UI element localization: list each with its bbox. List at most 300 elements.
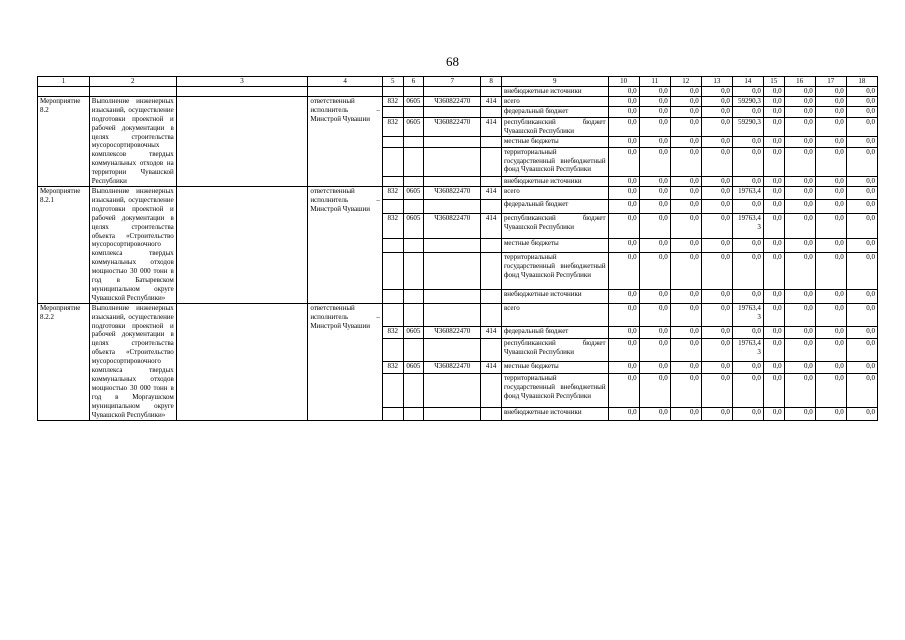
budget-code-section — [403, 200, 424, 213]
budget-code-target — [424, 290, 481, 303]
amount-cell: 0,0 — [846, 137, 877, 147]
amount-cell: 0,0 — [701, 326, 732, 338]
budget-code-section — [403, 239, 424, 252]
column-number: 16 — [784, 77, 815, 87]
measure-title: Мероприятие 8.2 — [38, 96, 90, 186]
funding-source: местные бюджеты — [501, 137, 608, 147]
budget-code-expense — [481, 408, 502, 420]
amount-cell: 0,0 — [608, 186, 639, 199]
budget-code-expense — [481, 303, 502, 326]
amount-cell: 0,0 — [670, 290, 701, 303]
cell-blank — [89, 87, 176, 97]
amount-cell: 0,0 — [784, 374, 815, 408]
budget-code-section — [403, 339, 424, 362]
budget-code-target — [424, 408, 481, 420]
amount-cell: 0,0 — [732, 87, 763, 97]
amount-cell: 0,0 — [815, 239, 846, 252]
amount-cell: 0,0 — [784, 303, 815, 326]
budget-code-expense: 414 — [481, 96, 502, 106]
amount-cell: 0,0 — [784, 362, 815, 374]
funding-source: федеральный бюджет — [501, 326, 608, 338]
amount-cell: 0,0 — [701, 96, 732, 106]
budget-code-grbs: 832 — [382, 213, 403, 238]
amount-cell: 0,0 — [846, 87, 877, 97]
budget-code-grbs: 832 — [382, 96, 403, 106]
amount-cell: 0,0 — [815, 87, 846, 97]
amount-cell: 0,0 — [763, 147, 784, 176]
amount-cell: 0,0 — [670, 117, 701, 137]
amount-cell: 0,0 — [732, 176, 763, 186]
amount-cell: 0,0 — [732, 239, 763, 252]
budget-code-grbs — [382, 290, 403, 303]
amount-cell: 0,0 — [846, 339, 877, 362]
budget-code-expense: 414 — [481, 362, 502, 374]
funding-source: всего — [501, 96, 608, 106]
funding-source: территориальный государственный внебюджетный фонд Чувашской Республики — [501, 252, 608, 290]
budget-code-target: Ч360822470 — [424, 186, 481, 199]
amount-cell: 0,0 — [670, 200, 701, 213]
amount-cell: 0,0 — [701, 107, 732, 117]
amount-cell: 0,0 — [815, 186, 846, 199]
cell-blank — [176, 303, 308, 420]
amount-cell: 0,0 — [846, 374, 877, 408]
amount-cell: 0,0 — [670, 326, 701, 338]
amount-cell: 0,0 — [608, 408, 639, 420]
amount-cell: 0,0 — [784, 290, 815, 303]
amount-cell: 0,0 — [763, 362, 784, 374]
amount-cell: 0,0 — [639, 200, 670, 213]
budget-code-expense — [481, 176, 502, 186]
amount-cell: 0,0 — [815, 176, 846, 186]
amount-cell: 0,0 — [639, 147, 670, 176]
budget-code-grbs — [382, 200, 403, 213]
budget-code-section — [403, 252, 424, 290]
amount-cell: 0,0 — [701, 200, 732, 213]
budget-code-expense — [481, 239, 502, 252]
amount-cell: 0,0 — [784, 107, 815, 117]
amount-cell: 0,0 — [670, 362, 701, 374]
budget-code-section — [403, 290, 424, 303]
budget-code-expense — [481, 107, 502, 117]
amount-cell: 0,0 — [639, 137, 670, 147]
budget-code-expense: 414 — [481, 326, 502, 338]
amount-cell: 0,0 — [701, 186, 732, 199]
amount-cell: 0,0 — [784, 326, 815, 338]
funding-source: федеральный бюджет — [501, 200, 608, 213]
table-row — [38, 96, 878, 106]
amount-cell: 0,0 — [639, 252, 670, 290]
budget-code-grbs — [382, 176, 403, 186]
amount-cell: 0,0 — [701, 408, 732, 420]
budget-code-section — [403, 147, 424, 176]
amount-cell: 0,0 — [639, 96, 670, 106]
budget-code-section: 0605 — [403, 362, 424, 374]
cell-blank — [176, 186, 308, 303]
amount-cell: 0,0 — [784, 117, 815, 137]
amount-cell: 0,0 — [846, 176, 877, 186]
budget-code-expense — [481, 147, 502, 176]
column-number: 11 — [639, 77, 670, 87]
column-number: 9 — [501, 77, 608, 87]
amount-cell: 0,0 — [608, 117, 639, 137]
amount-cell: 0,0 — [815, 137, 846, 147]
amount-cell: 0,0 — [763, 374, 784, 408]
column-number: 6 — [403, 77, 424, 87]
amount-cell: 0,0 — [670, 96, 701, 106]
budget-code-section: 0605 — [403, 326, 424, 338]
amount-cell: 0,0 — [815, 200, 846, 213]
funding-source: внебюджетные источники — [501, 176, 608, 186]
amount-cell: 0,0 — [846, 408, 877, 420]
budget-code-target: Ч360822470 — [424, 117, 481, 137]
amount-cell: 0,0 — [701, 290, 732, 303]
amount-cell: 59290,3 — [732, 117, 763, 137]
table-body — [38, 87, 878, 421]
column-number: 1 — [38, 77, 90, 87]
amount-cell: 0,0 — [732, 408, 763, 420]
budget-code-target: Ч360822470 — [424, 213, 481, 238]
measure-title: Мероприятие 8.2.1 — [38, 186, 90, 303]
budget-code-target — [424, 339, 481, 362]
funding-source: всего — [501, 303, 608, 326]
cell-blank — [382, 87, 403, 97]
funding-source: внебюджетные источники — [501, 408, 608, 420]
funding-source: внебюджетные источники — [501, 87, 608, 97]
amount-cell: 0,0 — [846, 96, 877, 106]
amount-cell: 0,0 — [784, 87, 815, 97]
amount-cell: 0,0 — [763, 186, 784, 199]
budget-code-grbs: 832 — [382, 326, 403, 338]
amount-cell: 0,0 — [639, 87, 670, 97]
amount-cell: 0,0 — [732, 137, 763, 147]
amount-cell: 0,0 — [846, 213, 877, 238]
measure-description: Выполнение инженерных изысканий, осуществление подготовки проектной и рабочей документации в целях строительства мусоросортировочных комплексов твердых коммунальных отходов на территории Чувашской Республики — [89, 96, 176, 186]
amount-cell: 0,0 — [815, 252, 846, 290]
budget-code-target — [424, 303, 481, 326]
amount-cell: 0,0 — [846, 107, 877, 117]
amount-cell: 0,0 — [670, 239, 701, 252]
amount-cell: 0,0 — [763, 252, 784, 290]
column-number: 5 — [382, 77, 403, 87]
column-number: 10 — [608, 77, 639, 87]
measure-title: Мероприятие 8.2.2 — [38, 303, 90, 420]
amount-cell: 0,0 — [639, 362, 670, 374]
amount-cell: 0,0 — [763, 176, 784, 186]
funding-source: местные бюджеты — [501, 239, 608, 252]
amount-cell: 0,0 — [846, 290, 877, 303]
amount-cell: 0,0 — [701, 303, 732, 326]
amount-cell: 0,0 — [639, 239, 670, 252]
amount-cell: 0,0 — [784, 408, 815, 420]
amount-cell: 0,0 — [784, 213, 815, 238]
amount-cell: 0,0 — [763, 200, 784, 213]
amount-cell: 0,0 — [608, 96, 639, 106]
amount-cell: 0,0 — [639, 186, 670, 199]
amount-cell: 0,0 — [608, 339, 639, 362]
amount-cell: 0,0 — [701, 239, 732, 252]
amount-cell: 0,0 — [815, 408, 846, 420]
amount-cell: 0,0 — [701, 87, 732, 97]
amount-cell: 0,0 — [763, 326, 784, 338]
table-row — [38, 87, 878, 97]
budget-code-target — [424, 176, 481, 186]
amount-cell: 0,0 — [608, 87, 639, 97]
budget-code-target — [424, 239, 481, 252]
amount-cell: 0,0 — [763, 107, 784, 117]
column-number: 8 — [481, 77, 502, 87]
amount-cell: 0,0 — [846, 200, 877, 213]
amount-cell: 19763,4 — [732, 186, 763, 199]
amount-cell: 0,0 — [670, 186, 701, 199]
budget-code-target: Ч360822470 — [424, 326, 481, 338]
budget-code-expense — [481, 252, 502, 290]
amount-cell: 0,0 — [670, 176, 701, 186]
amount-cell: 0,0 — [608, 252, 639, 290]
column-number: 4 — [308, 77, 383, 87]
column-number: 17 — [815, 77, 846, 87]
program-table — [37, 76, 878, 421]
amount-cell: 0,0 — [608, 290, 639, 303]
amount-cell: 0,0 — [763, 408, 784, 420]
budget-code-target: Ч360822470 — [424, 362, 481, 374]
amount-cell: 0,0 — [732, 147, 763, 176]
amount-cell: 0,0 — [815, 339, 846, 362]
budget-code-target — [424, 252, 481, 290]
amount-cell: 0,0 — [608, 213, 639, 238]
amount-cell: 0,0 — [763, 303, 784, 326]
amount-cell: 19763,43 — [732, 339, 763, 362]
funding-source: территориальный государственный внебюджетный фонд Чувашской Республики — [501, 374, 608, 408]
cell-blank — [38, 87, 90, 97]
amount-cell: 0,0 — [608, 107, 639, 117]
amount-cell: 0,0 — [846, 239, 877, 252]
budget-code-section — [403, 374, 424, 408]
amount-cell: 0,0 — [701, 374, 732, 408]
column-number: 7 — [424, 77, 481, 87]
amount-cell: 0,0 — [701, 147, 732, 176]
amount-cell: 0,0 — [608, 176, 639, 186]
funding-source: территориальный государственный внебюджетный фонд Чувашской Республики — [501, 147, 608, 176]
funding-source: республиканский бюджет Чувашской Республики — [501, 339, 608, 362]
budget-code-grbs — [382, 374, 403, 408]
amount-cell: 0,0 — [732, 374, 763, 408]
amount-cell: 0,0 — [670, 87, 701, 97]
responsible-executor: ответственный исполнитель – Минстрой Чувашии — [308, 303, 383, 420]
column-number-row — [38, 77, 878, 87]
budget-code-grbs — [382, 107, 403, 117]
funding-table — [37, 76, 878, 421]
amount-cell: 0,0 — [608, 239, 639, 252]
amount-cell: 0,0 — [784, 239, 815, 252]
cell-blank — [403, 87, 424, 97]
amount-cell: 0,0 — [846, 117, 877, 137]
budget-code-grbs — [382, 252, 403, 290]
budget-code-grbs — [382, 303, 403, 326]
budget-code-target — [424, 374, 481, 408]
budget-code-grbs — [382, 147, 403, 176]
budget-code-section: 0605 — [403, 96, 424, 106]
amount-cell: 0,0 — [701, 137, 732, 147]
cell-blank — [308, 87, 383, 97]
amount-cell: 0,0 — [763, 239, 784, 252]
amount-cell: 0,0 — [670, 147, 701, 176]
amount-cell: 0,0 — [784, 186, 815, 199]
budget-code-expense: 414 — [481, 117, 502, 137]
amount-cell: 0,0 — [701, 117, 732, 137]
amount-cell: 0,0 — [608, 374, 639, 408]
amount-cell: 0,0 — [670, 408, 701, 420]
amount-cell: 0,0 — [784, 147, 815, 176]
amount-cell: 0,0 — [815, 362, 846, 374]
amount-cell: 59290,3 — [732, 96, 763, 106]
column-number: 14 — [732, 77, 763, 87]
amount-cell: 0,0 — [846, 303, 877, 326]
amount-cell: 0,0 — [815, 290, 846, 303]
amount-cell: 0,0 — [763, 137, 784, 147]
amount-cell: 0,0 — [670, 339, 701, 362]
amount-cell: 0,0 — [732, 200, 763, 213]
amount-cell: 0,0 — [639, 213, 670, 238]
amount-cell: 19763,43 — [732, 213, 763, 238]
responsible-executor: ответственный исполнитель – Минстрой Чувашии — [308, 186, 383, 303]
column-number: 2 — [89, 77, 176, 87]
amount-cell: 0,0 — [846, 252, 877, 290]
amount-cell: 0,0 — [784, 252, 815, 290]
budget-code-section — [403, 107, 424, 117]
amount-cell: 0,0 — [639, 290, 670, 303]
amount-cell: 0,0 — [784, 176, 815, 186]
funding-source: федеральный бюджет — [501, 107, 608, 117]
table-row — [38, 186, 878, 199]
column-number: 3 — [176, 77, 308, 87]
amount-cell: 0,0 — [670, 137, 701, 147]
amount-cell: 0,0 — [608, 147, 639, 176]
amount-cell: 0,0 — [784, 96, 815, 106]
budget-code-target — [424, 107, 481, 117]
cell-blank — [176, 87, 308, 97]
amount-cell: 0,0 — [639, 117, 670, 137]
amount-cell: 0,0 — [763, 213, 784, 238]
amount-cell: 0,0 — [701, 339, 732, 362]
amount-cell: 0,0 — [815, 374, 846, 408]
amount-cell: 0,0 — [670, 303, 701, 326]
budget-code-expense: 414 — [481, 186, 502, 199]
measure-description: Выполнение инженерных изысканий, осуществление подготовки проектной и рабочей документации в целях строительства объекта «Строительство мусоросортировочного комплекса твердых коммунальных отходов мощностью 30 000 тонн в год в Моргаушском муниципальном округе Чувашской Республики» — [89, 303, 176, 420]
budget-code-section: 0605 — [403, 186, 424, 199]
budget-code-grbs — [382, 339, 403, 362]
amount-cell: 0,0 — [784, 200, 815, 213]
amount-cell: 0,0 — [815, 107, 846, 117]
amount-cell: 0,0 — [639, 339, 670, 362]
column-number: 15 — [763, 77, 784, 87]
amount-cell: 0,0 — [701, 176, 732, 186]
amount-cell: 0,0 — [784, 137, 815, 147]
budget-code-expense — [481, 137, 502, 147]
amount-cell: 0,0 — [639, 374, 670, 408]
funding-source: местные бюджеты — [501, 362, 608, 374]
amount-cell: 0,0 — [732, 107, 763, 117]
amount-cell: 0,0 — [763, 290, 784, 303]
measure-description: Выполнение инженерных изысканий, осуществление подготовки проектной и рабочей документации в целях строительства объекта «Строительство мусоросортировочного комплекса твердых коммунальных отходов мощностью 30 000 тонн в год в Батыревском муниципальном округе Чувашской Республики» — [89, 186, 176, 303]
funding-source: республиканский бюджет Чувашской Республики — [501, 213, 608, 238]
budget-code-grbs: 832 — [382, 117, 403, 137]
amount-cell: 0,0 — [670, 107, 701, 117]
budget-code-section — [403, 137, 424, 147]
amount-cell: 0,0 — [846, 326, 877, 338]
responsible-executor: ответственный исполнитель – Минстрой Чувашии — [308, 96, 383, 186]
budget-code-expense — [481, 290, 502, 303]
budget-code-expense — [481, 339, 502, 362]
amount-cell: 0,0 — [639, 107, 670, 117]
amount-cell: 0,0 — [608, 362, 639, 374]
amount-cell: 0,0 — [815, 147, 846, 176]
budget-code-target — [424, 147, 481, 176]
amount-cell: 0,0 — [701, 213, 732, 238]
amount-cell: 0,0 — [608, 200, 639, 213]
column-number: 12 — [670, 77, 701, 87]
amount-cell: 0,0 — [670, 374, 701, 408]
amount-cell: 0,0 — [701, 362, 732, 374]
amount-cell: 0,0 — [639, 408, 670, 420]
amount-cell: 0,0 — [846, 186, 877, 199]
cell-blank — [176, 96, 308, 186]
amount-cell: 19763,43 — [732, 303, 763, 326]
cell-blank — [424, 87, 481, 97]
amount-cell: 0,0 — [608, 303, 639, 326]
budget-code-expense: 414 — [481, 213, 502, 238]
budget-code-section — [403, 408, 424, 420]
funding-source: всего — [501, 186, 608, 199]
amount-cell: 0,0 — [732, 362, 763, 374]
budget-code-grbs: 832 — [382, 186, 403, 199]
amount-cell: 0,0 — [608, 137, 639, 147]
cell-blank — [481, 87, 502, 97]
page-number: 68 — [446, 54, 459, 69]
amount-cell: 0,0 — [815, 326, 846, 338]
budget-code-target — [424, 137, 481, 147]
amount-cell: 0,0 — [763, 87, 784, 97]
budget-code-grbs — [382, 239, 403, 252]
amount-cell: 0,0 — [639, 176, 670, 186]
budget-code-section — [403, 176, 424, 186]
amount-cell: 0,0 — [763, 339, 784, 362]
budget-code-grbs — [382, 408, 403, 420]
funding-source: внебюджетные источники — [501, 290, 608, 303]
budget-code-section: 0605 — [403, 213, 424, 238]
budget-code-expense — [481, 374, 502, 408]
funding-source: республиканский бюджет Чувашской Республики — [501, 117, 608, 137]
budget-code-section — [403, 303, 424, 326]
amount-cell: 0,0 — [763, 117, 784, 137]
amount-cell: 0,0 — [846, 362, 877, 374]
amount-cell: 0,0 — [846, 147, 877, 176]
amount-cell: 0,0 — [732, 290, 763, 303]
table-row — [38, 303, 878, 326]
amount-cell: 0,0 — [815, 303, 846, 326]
budget-code-section: 0605 — [403, 117, 424, 137]
amount-cell: 0,0 — [639, 303, 670, 326]
column-number: 13 — [701, 77, 732, 87]
column-number: 18 — [846, 77, 877, 87]
amount-cell: 0,0 — [763, 96, 784, 106]
budget-code-grbs: 832 — [382, 362, 403, 374]
amount-cell: 0,0 — [732, 252, 763, 290]
amount-cell: 0,0 — [670, 213, 701, 238]
budget-code-expense — [481, 200, 502, 213]
amount-cell: 0,0 — [639, 326, 670, 338]
amount-cell: 0,0 — [670, 252, 701, 290]
amount-cell: 0,0 — [815, 117, 846, 137]
